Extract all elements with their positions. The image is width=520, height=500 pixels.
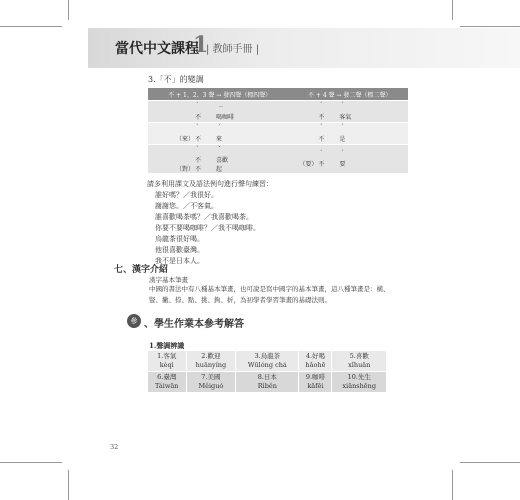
table-cell: 喜歡: [216, 157, 229, 164]
header-subtitle: | 教師手冊 |: [206, 44, 260, 55]
tone-mark: ˋ: [341, 102, 345, 109]
table-cell: 不: [195, 136, 202, 143]
table-cell: （要）: [299, 161, 318, 168]
crop-mark: [0, 26, 62, 27]
word-pinyin: kèqì: [159, 361, 174, 369]
word-hanzi: 9.咖啡: [305, 373, 326, 381]
word-hanzi: 4.好喝: [305, 352, 326, 360]
table-cell: 不: [318, 136, 325, 143]
tone-mark: ˋ: [196, 146, 199, 153]
crop-mark: [68, 470, 69, 500]
course-title: 當代中文課程: [115, 41, 199, 57]
tone-mark: ˋ: [196, 124, 199, 131]
table-cell: 喝咖啡: [216, 114, 235, 121]
word-pinyin: xiānshēng: [342, 382, 376, 390]
tone-mark: ˊ: [319, 124, 323, 131]
word-pinyin: Wūlóng chá: [247, 361, 287, 369]
table-row: [148, 123, 408, 145]
practice-line: 他很喜歡臺灣。: [155, 246, 204, 254]
practice-block: [147, 179, 273, 267]
exercise-title: 1.聲調辨識: [149, 341, 185, 350]
table-cell: 不: [195, 114, 202, 121]
table-cell: 客氣: [339, 114, 352, 121]
section-title: 3.「不」的變調: [148, 75, 204, 84]
volume-number: 1: [193, 32, 209, 58]
crop-mark: [452, 470, 453, 500]
table-cell: 要: [339, 161, 346, 168]
crop-mark: [452, 0, 453, 20]
practice-line: 烏龍茶很好喝。: [155, 235, 204, 243]
word-hanzi: 8.日本: [257, 373, 277, 381]
word-hanzi: 3.烏龍茶: [254, 352, 281, 360]
word-pinyin: xǐhuān: [348, 361, 371, 369]
practice-line: 我不是日本人。: [155, 257, 204, 265]
word-hanzi: 2.歡迎: [201, 352, 221, 360]
table-cell: （對）: [176, 166, 195, 173]
tone-mark: ˋ: [196, 102, 199, 109]
table-row: [148, 351, 387, 372]
practice-line: 你要不要喝咖啡？／我不喝咖啡。: [155, 224, 260, 232]
table-row: [148, 372, 387, 393]
answers-title: 、學生作業本參考解答: [144, 319, 244, 330]
word-pinyin: hǎohē: [305, 361, 326, 369]
table-cell: 不: [318, 161, 325, 168]
tone-mark: ˊ: [218, 124, 221, 131]
word-hanzi: 7.美國: [201, 373, 221, 381]
table-header: 不 + 4 聲 → 發二聲（標二聲）: [291, 88, 408, 101]
crop-mark: [460, 26, 520, 27]
tone-mark: ˊ: [319, 102, 323, 109]
word-hanzi: 5.喜歡: [349, 352, 369, 360]
word-hanzi: 1.客氣: [157, 352, 177, 360]
word-pinyin: Rìběn: [257, 382, 277, 390]
section-body: 中國的書法中有八種基本筆畫，也可說是寫中國字的基本筆畫，這八種筆畫是：橫、豎、撇、捺、點、挑、鉤、折，為初學者學習筆畫的基礎法則。: [149, 285, 390, 304]
table-cell: 起: [216, 166, 223, 173]
crop-mark: [460, 462, 520, 463]
tone-mark: ˋ: [341, 150, 345, 157]
tone-mark: ˊ: [319, 150, 323, 157]
word-hanzi: 10.先生: [347, 373, 371, 381]
section-heading: 七、漢字介紹: [114, 265, 169, 275]
table-cell: 不: [195, 166, 202, 173]
tone-mark: ㄧ: [218, 104, 225, 111]
tone-mark: ˋ: [341, 124, 345, 131]
word-pinyin: kāfēi: [307, 382, 324, 390]
practice-line: 誰好嗎？／我很好。: [155, 191, 218, 199]
table-cell: 是: [339, 136, 346, 143]
word-pinyin: huānyíng: [195, 361, 227, 369]
practice-line: 謝謝您。／不客氣。: [155, 202, 218, 210]
crop-mark: [68, 0, 69, 20]
table-cell: 不: [195, 157, 202, 164]
section-subtitle: 漢字基本筆畫: [149, 276, 188, 284]
practice-intro: 請多利用課文及語法例句進行聲句練習：: [147, 180, 273, 188]
table-cell: 來: [216, 136, 223, 143]
page-number: 32: [110, 443, 119, 451]
tone-mark: ˇ: [218, 146, 221, 153]
word-pinyin: Táiwān: [155, 382, 179, 390]
answer-badge-icon: 參: [127, 314, 141, 328]
table-row: [148, 145, 408, 174]
table-row: [148, 101, 408, 123]
table-cell: 不: [318, 114, 325, 121]
crop-mark: [0, 462, 62, 463]
answer-table: [147, 350, 387, 393]
table-cell: （來）: [176, 136, 195, 143]
word-hanzi: 6.臺灣: [157, 373, 177, 381]
practice-line: 誰喜歡喝茶嗎？／我喜歡喝茶。: [155, 213, 253, 221]
word-pinyin: Měiguó: [198, 382, 224, 390]
tone-change-table: [148, 88, 408, 173]
table-header: 不 + 1、2、3 聲 → 發四聲（標四聲）: [148, 88, 291, 101]
